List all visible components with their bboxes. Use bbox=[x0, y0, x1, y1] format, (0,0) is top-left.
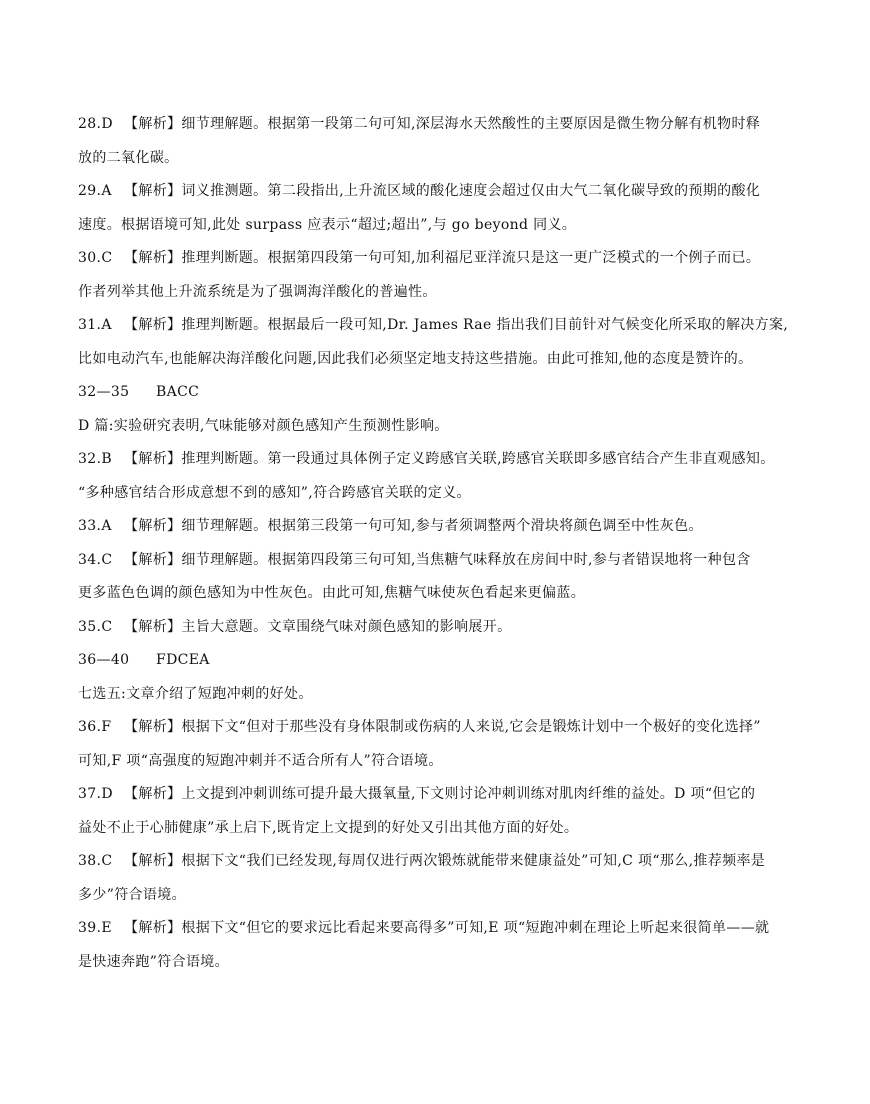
question-number: 28.D bbox=[78, 116, 113, 132]
analysis-tag: 【解析】 bbox=[124, 183, 182, 199]
explanation-continuation-line bbox=[78, 879, 808, 913]
analysis-tag: 【解析】 bbox=[124, 618, 182, 635]
explanation-text: 细节理解题。根据第一段第二句可知,深层海水天然酸性的主要原因是微生物分解有机物时释 bbox=[181, 116, 761, 132]
answer-letters: BACC bbox=[156, 384, 200, 400]
explanation-text: 上文提到冲刺训练可提升最大摄氧量,下文则讨论冲刺训练对肌肉纤维的益处。D 项“但它的 bbox=[181, 786, 756, 802]
answer-key-line bbox=[78, 644, 808, 678]
explanation-text: 推理判断题。根据最后一段可知,Dr. James Rae 指出我们目前针对气候变化所采取的解决方案, bbox=[181, 317, 789, 333]
explanation-continuation-line bbox=[78, 745, 808, 779]
question-range: 32—35 bbox=[78, 384, 130, 400]
answer-letters: FDCEA bbox=[156, 652, 210, 668]
question-explanation-line bbox=[78, 912, 808, 946]
question-number: 36.F bbox=[78, 719, 112, 735]
question-explanation-line bbox=[78, 242, 808, 276]
explanation-continuation-line bbox=[78, 343, 808, 377]
explanation-text: 根据下文“但对于那些没有身体限制或伤病的人来说,它会是锻炼计划中一个极好的变化选择” bbox=[181, 719, 761, 735]
explanation-text: 可知,F 项“高强度的短跑冲刺并不适合所有人”符合语境。 bbox=[78, 752, 443, 769]
explanation-text: 作者列举其他上升流系统是为了强调海洋酸化的普遍性。 bbox=[78, 283, 437, 300]
explanation-text: 词义推测题。第二段指出,上升流区域的酸化速度会超过仅由大气二氧化碳导致的预期的酸化 bbox=[181, 183, 761, 199]
question-explanation-line bbox=[78, 309, 808, 343]
explanation-text: 是快速奔跑”符合语境。 bbox=[78, 953, 230, 970]
explanation-text: 主旨大意题。文章围绕气味对颜色感知的影响展开。 bbox=[181, 618, 512, 635]
question-number: 37.D bbox=[78, 786, 113, 802]
question-explanation-line bbox=[78, 711, 808, 745]
question-explanation-line bbox=[78, 108, 808, 142]
explanation-text: 放的二氧化碳。 bbox=[78, 149, 179, 166]
analysis-tag: 【解析】 bbox=[124, 920, 182, 936]
explanation-text: 速度。根据语境可知,此处 surpass 应表示“超过;超出”,与 go beyond 同义。 bbox=[78, 216, 577, 233]
explanation-text: 比如电动汽车,也能解决海洋酸化问题,因此我们必须坚定地支持这些措施。由此可推知,他的态度是赞许的。 bbox=[78, 350, 753, 367]
explanation-text: 细节理解题。根据第三段第一句可知,参与者须调整两个滑块将颜色调至中性灰色。 bbox=[181, 518, 703, 534]
question-number: 35.C bbox=[78, 618, 113, 635]
explanation-text: 细节理解题。根据第四段第三句可知,当焦糖气味释放在房间中时,参与者错误地将一种包含 bbox=[181, 551, 751, 568]
explanation-text: 推理判断题。第一段通过具体例子定义跨感官关联,跨感官关联即多感官结合产生非直观感知。 bbox=[181, 451, 775, 467]
question-explanation-line bbox=[78, 510, 808, 544]
question-number: 29.A bbox=[78, 183, 112, 199]
passage-summary: 七选五:文章介绍了短跑冲刺的好处。 bbox=[78, 685, 313, 702]
analysis-tag: 【解析】 bbox=[124, 451, 182, 467]
question-explanation-line bbox=[78, 443, 808, 477]
explanation-continuation-line bbox=[78, 812, 808, 846]
question-explanation-line bbox=[78, 778, 808, 812]
question-number: 39.E bbox=[78, 920, 112, 936]
explanation-continuation-line bbox=[78, 276, 808, 310]
question-range: 36—40 bbox=[78, 652, 130, 668]
passage-summary: D 篇:实验研究表明,气味能够对颜色感知产生预测性影响。 bbox=[78, 417, 449, 434]
analysis-tag: 【解析】 bbox=[124, 551, 182, 568]
analysis-tag: 【解析】 bbox=[124, 250, 182, 266]
explanation-text: 益处不止于心肺健康”承上启下,既肯定上文提到的好处又引出其他方面的好处。 bbox=[78, 819, 579, 836]
question-number: 33.A bbox=[78, 518, 112, 534]
explanation-continuation-line bbox=[78, 946, 808, 980]
explanation-text: 多少”符合语境。 bbox=[78, 886, 186, 903]
explanation-text: 根据下文“但它的要求远比看起来要高得多”可知,E 项“短跑冲刺在理论上听起来很简单——就 bbox=[181, 920, 770, 936]
analysis-tag: 【解析】 bbox=[124, 518, 182, 534]
question-explanation-line bbox=[78, 175, 808, 209]
explanation-text: 根据下文“我们已经发现,每周仅进行两次锻炼就能带来健康益处”可知,C 项“那么,推荐频率是 bbox=[181, 853, 766, 869]
question-number: 32.B bbox=[78, 451, 112, 467]
explanation-text: “多种感官结合形成意想不到的感知”,符合跨感官关联的定义。 bbox=[78, 484, 471, 501]
explanation-text: 更多蓝色色调的颜色感知为中性灰色。由此可知,焦糖气味使灰色看起来更偏蓝。 bbox=[78, 585, 586, 601]
question-number: 38.C bbox=[78, 853, 113, 869]
question-number: 30.C bbox=[78, 250, 113, 266]
analysis-tag: 【解析】 bbox=[124, 853, 182, 869]
explanation-continuation-line bbox=[78, 142, 808, 176]
analysis-tag: 【解析】 bbox=[124, 317, 182, 333]
question-number: 34.C bbox=[78, 551, 113, 568]
passage-summary-line bbox=[78, 410, 808, 444]
question-number: 31.A bbox=[78, 317, 112, 333]
explanation-continuation-line bbox=[78, 477, 808, 511]
analysis-tag: 【解析】 bbox=[124, 719, 182, 735]
answer-key-line bbox=[78, 376, 808, 410]
question-explanation-line bbox=[78, 544, 808, 578]
explanation-text: 推理判断题。根据第四段第一句可知,加利福尼亚洋流只是这一更广泛模式的一个例子而已。 bbox=[181, 250, 761, 266]
explanation-continuation-line bbox=[78, 209, 808, 243]
passage-summary-line bbox=[78, 678, 808, 712]
answer-explanations bbox=[78, 108, 808, 979]
question-explanation-line bbox=[78, 611, 808, 645]
analysis-tag: 【解析】 bbox=[124, 786, 182, 802]
explanation-continuation-line bbox=[78, 577, 808, 611]
analysis-tag: 【解析】 bbox=[124, 116, 182, 132]
question-explanation-line bbox=[78, 845, 808, 879]
